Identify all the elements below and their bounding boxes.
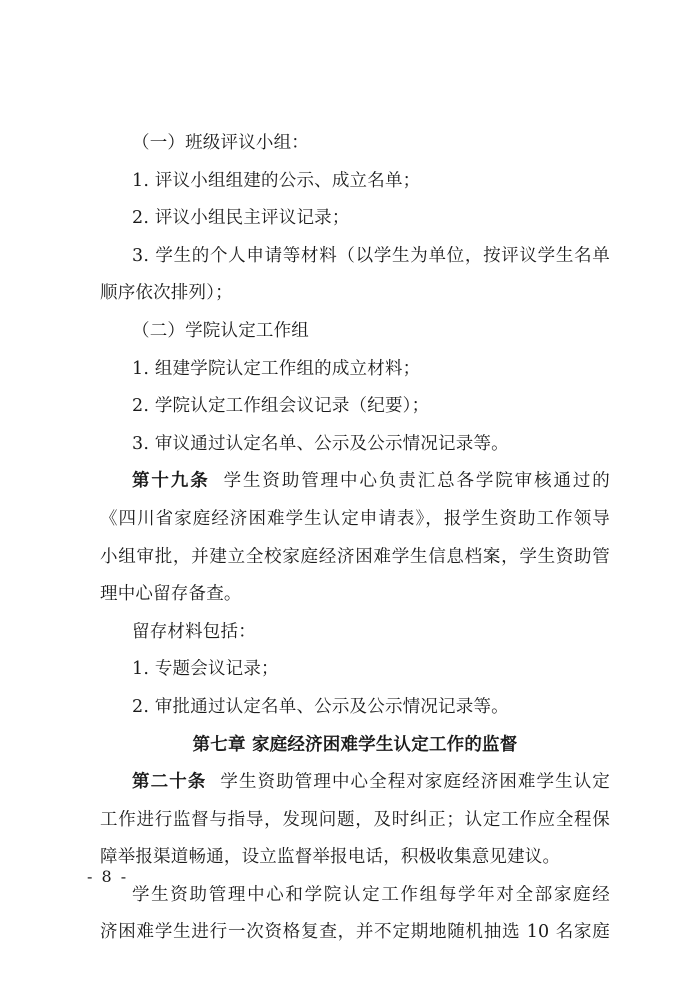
article-19-text: 学生资助管理中心负责汇总各学院审核通过的 <box>223 471 610 492</box>
paragraph-line: 障举报渠道畅通，设立监督举报电话，积极收集意见建议。 <box>100 847 561 868</box>
section-heading-college-group: （二）学院认定工作组 <box>132 320 309 341</box>
article-20-label: 第二十条 <box>132 772 207 793</box>
paragraph-line: 济困难学生进行一次资格复查，并不定期地随机抽选 10 名家庭 <box>100 922 610 943</box>
retained-materials-label: 留存材料包括： <box>132 621 256 642</box>
paragraph-line: 工作进行监督与指导，发现问题，及时纠正；认定工作应全程保 <box>100 809 610 830</box>
article-20-first-line <box>100 764 610 802</box>
list-item: 3. 学生的个人申请等材料（以学生为单位，按评议学生名单 <box>132 245 610 266</box>
article-20-text: 学生资助管理中心全程对家庭经济困难学生认定 <box>220 772 610 793</box>
list-item-continuation: 顺序依次排列）； <box>100 283 233 304</box>
paragraph-line: 理中心留存备查。 <box>100 584 242 605</box>
chapter-heading: 第七章 家庭经济困难学生认定工作的监督 <box>192 734 518 755</box>
list-item: 1. 评议小组组建的公示、成立名单； <box>132 170 421 191</box>
article-19-label: 第十九条 <box>132 471 210 492</box>
article-19-first-line <box>100 463 610 501</box>
list-item: 2. 学院认定工作组会议记录（纪要）； <box>132 396 430 417</box>
list-item: 2. 评议小组民主评议记录； <box>132 208 350 229</box>
list-item: 2. 审批通过认定名单、公示及公示情况记录等。 <box>132 696 509 717</box>
list-item: 3. 审议通过认定名单、公示及公示情况记录等。 <box>132 433 509 454</box>
document-body <box>100 125 610 952</box>
page-number: - 8 - <box>87 867 129 886</box>
paragraph-line: 《四川省家庭经济困难学生认定申请表》，报学生资助工作领导 <box>100 508 610 529</box>
section-heading-class-committee: （一）班级评议小组： <box>132 133 309 153</box>
list-item: 1. 组建学院认定工作组的成立材料； <box>132 358 421 379</box>
paragraph-line: 学生资助管理中心和学院认定工作组每学年对全部家庭经 <box>132 884 610 905</box>
list-item: 1. 专题会议记录； <box>132 659 279 680</box>
paragraph-line: 小组审批，并建立全校家庭经济困难学生信息档案，学生资助管 <box>100 546 610 567</box>
